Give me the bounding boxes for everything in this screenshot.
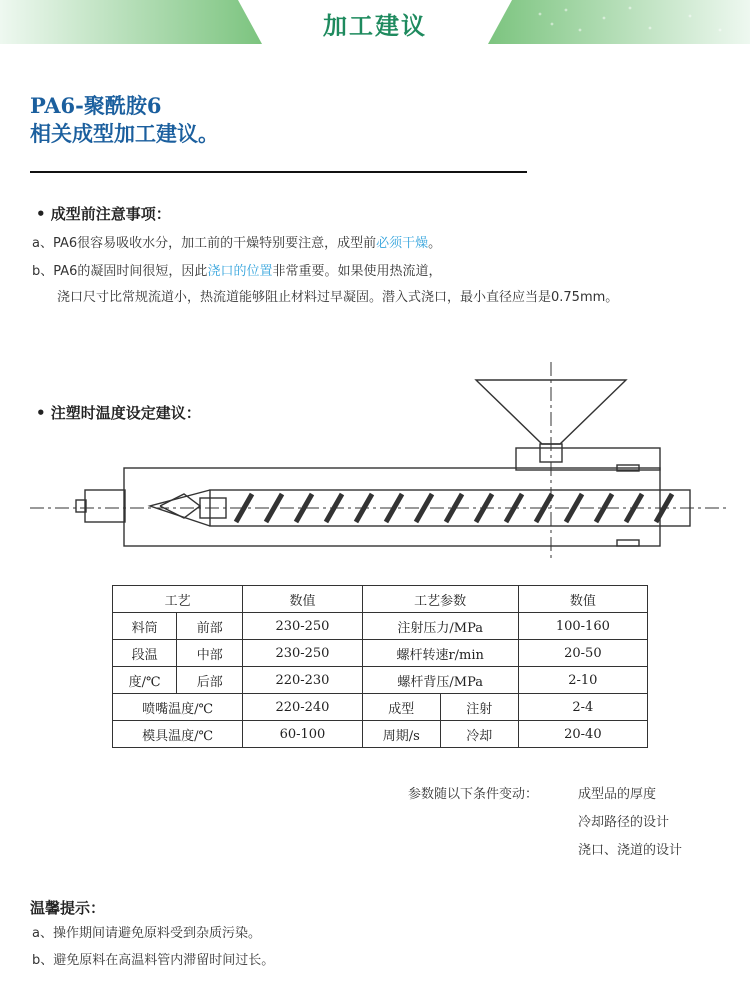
title-divider — [30, 171, 527, 173]
table-cell: 螺杆背压/MPa — [362, 667, 518, 694]
table-row — [113, 613, 648, 640]
note-a-prefix: a、PA6很容易吸收水分，加工前的干燥特别要注意，成型前 — [32, 236, 377, 251]
table-row — [113, 694, 648, 721]
table-cell: 注射 — [440, 694, 518, 721]
table-cell: 冷却 — [440, 721, 518, 748]
tip-b: b、避免原料在高温料管内滞留时间过长。 — [32, 953, 275, 968]
table-cell: 中部 — [177, 640, 243, 667]
condition-item: 成型品的厚度 — [578, 787, 657, 802]
table-cell: 注射压力/MPa — [362, 613, 518, 640]
table-header-row — [113, 586, 648, 613]
table-header-value2: 数值 — [518, 586, 647, 613]
condition-item: 浇口、浇道的设计 — [578, 843, 683, 858]
table-cell: 220-230 — [243, 667, 362, 694]
table-cell: 2-10 — [518, 667, 647, 694]
banner-title: 加工建议 — [323, 12, 427, 40]
page-title — [30, 92, 219, 148]
note-b-highlight: 浇口的位置 — [207, 264, 273, 279]
table-header-value: 数值 — [243, 586, 362, 613]
table-row — [113, 721, 648, 748]
note-b — [32, 260, 441, 279]
table-cell: 度/℃ — [113, 667, 177, 694]
table-cell: 成型 — [362, 694, 440, 721]
tip-a: a、操作期间请避免原料受到杂质污染。 — [32, 926, 261, 941]
table-row — [113, 667, 648, 694]
table-cell: 220-240 — [243, 694, 362, 721]
table-cell: 喷嘴温度/℃ — [113, 694, 243, 721]
table-cell: 螺杆转速r/min — [362, 640, 518, 667]
table-cell: 2-4 — [518, 694, 647, 721]
section-pre-molding-title: • 成型前注意事项： — [36, 205, 171, 223]
condition-item: 冷却路径的设计 — [578, 815, 670, 830]
table-cell: 段温 — [113, 640, 177, 667]
table-cell: 20-40 — [518, 721, 647, 748]
table-cell: 20-50 — [518, 640, 647, 667]
table-cell: 模具温度/℃ — [113, 721, 243, 748]
table-cell: 60-100 — [243, 721, 362, 748]
table-header-process: 工艺 — [113, 586, 243, 613]
table-row — [113, 640, 648, 667]
tips-title: 温馨提示： — [30, 899, 106, 917]
table-cell: 料筒 — [113, 613, 177, 640]
process-parameter-table — [112, 585, 648, 748]
note-b-prefix: b、PA6的凝固时间很短，因此 — [32, 264, 208, 279]
page-title-line1: PA6-聚酰胺6 — [30, 93, 162, 118]
injection-screw-diagram-icon — [0, 360, 750, 565]
table-cell: 后部 — [177, 667, 243, 694]
section-temperature-title: • 注塑时温度设定建议： — [36, 404, 201, 422]
note-b-suffix: 非常重要。如果使用热流道， — [272, 264, 442, 279]
conditions-label: 参数随以下条件变动： — [408, 787, 539, 802]
table-cell: 230-250 — [243, 613, 362, 640]
table-cell: 前部 — [177, 613, 243, 640]
table-cell: 230-250 — [243, 640, 362, 667]
note-a-suffix: 。 — [428, 236, 442, 251]
note-b-line2: 浇口尺寸比常规流道小，热流道能够阻止材料过早凝固。潜入式浇口，最小直径应当是0.75mm。 — [57, 290, 619, 305]
table-cell: 周期/s — [362, 721, 440, 748]
page-title-line2: 相关成型加工建议。 — [30, 121, 219, 146]
table-cell: 100-160 — [518, 613, 647, 640]
table-header-param: 工艺参数 — [362, 586, 518, 613]
note-a — [32, 232, 441, 251]
note-a-highlight: 必须干燥 — [376, 236, 429, 251]
